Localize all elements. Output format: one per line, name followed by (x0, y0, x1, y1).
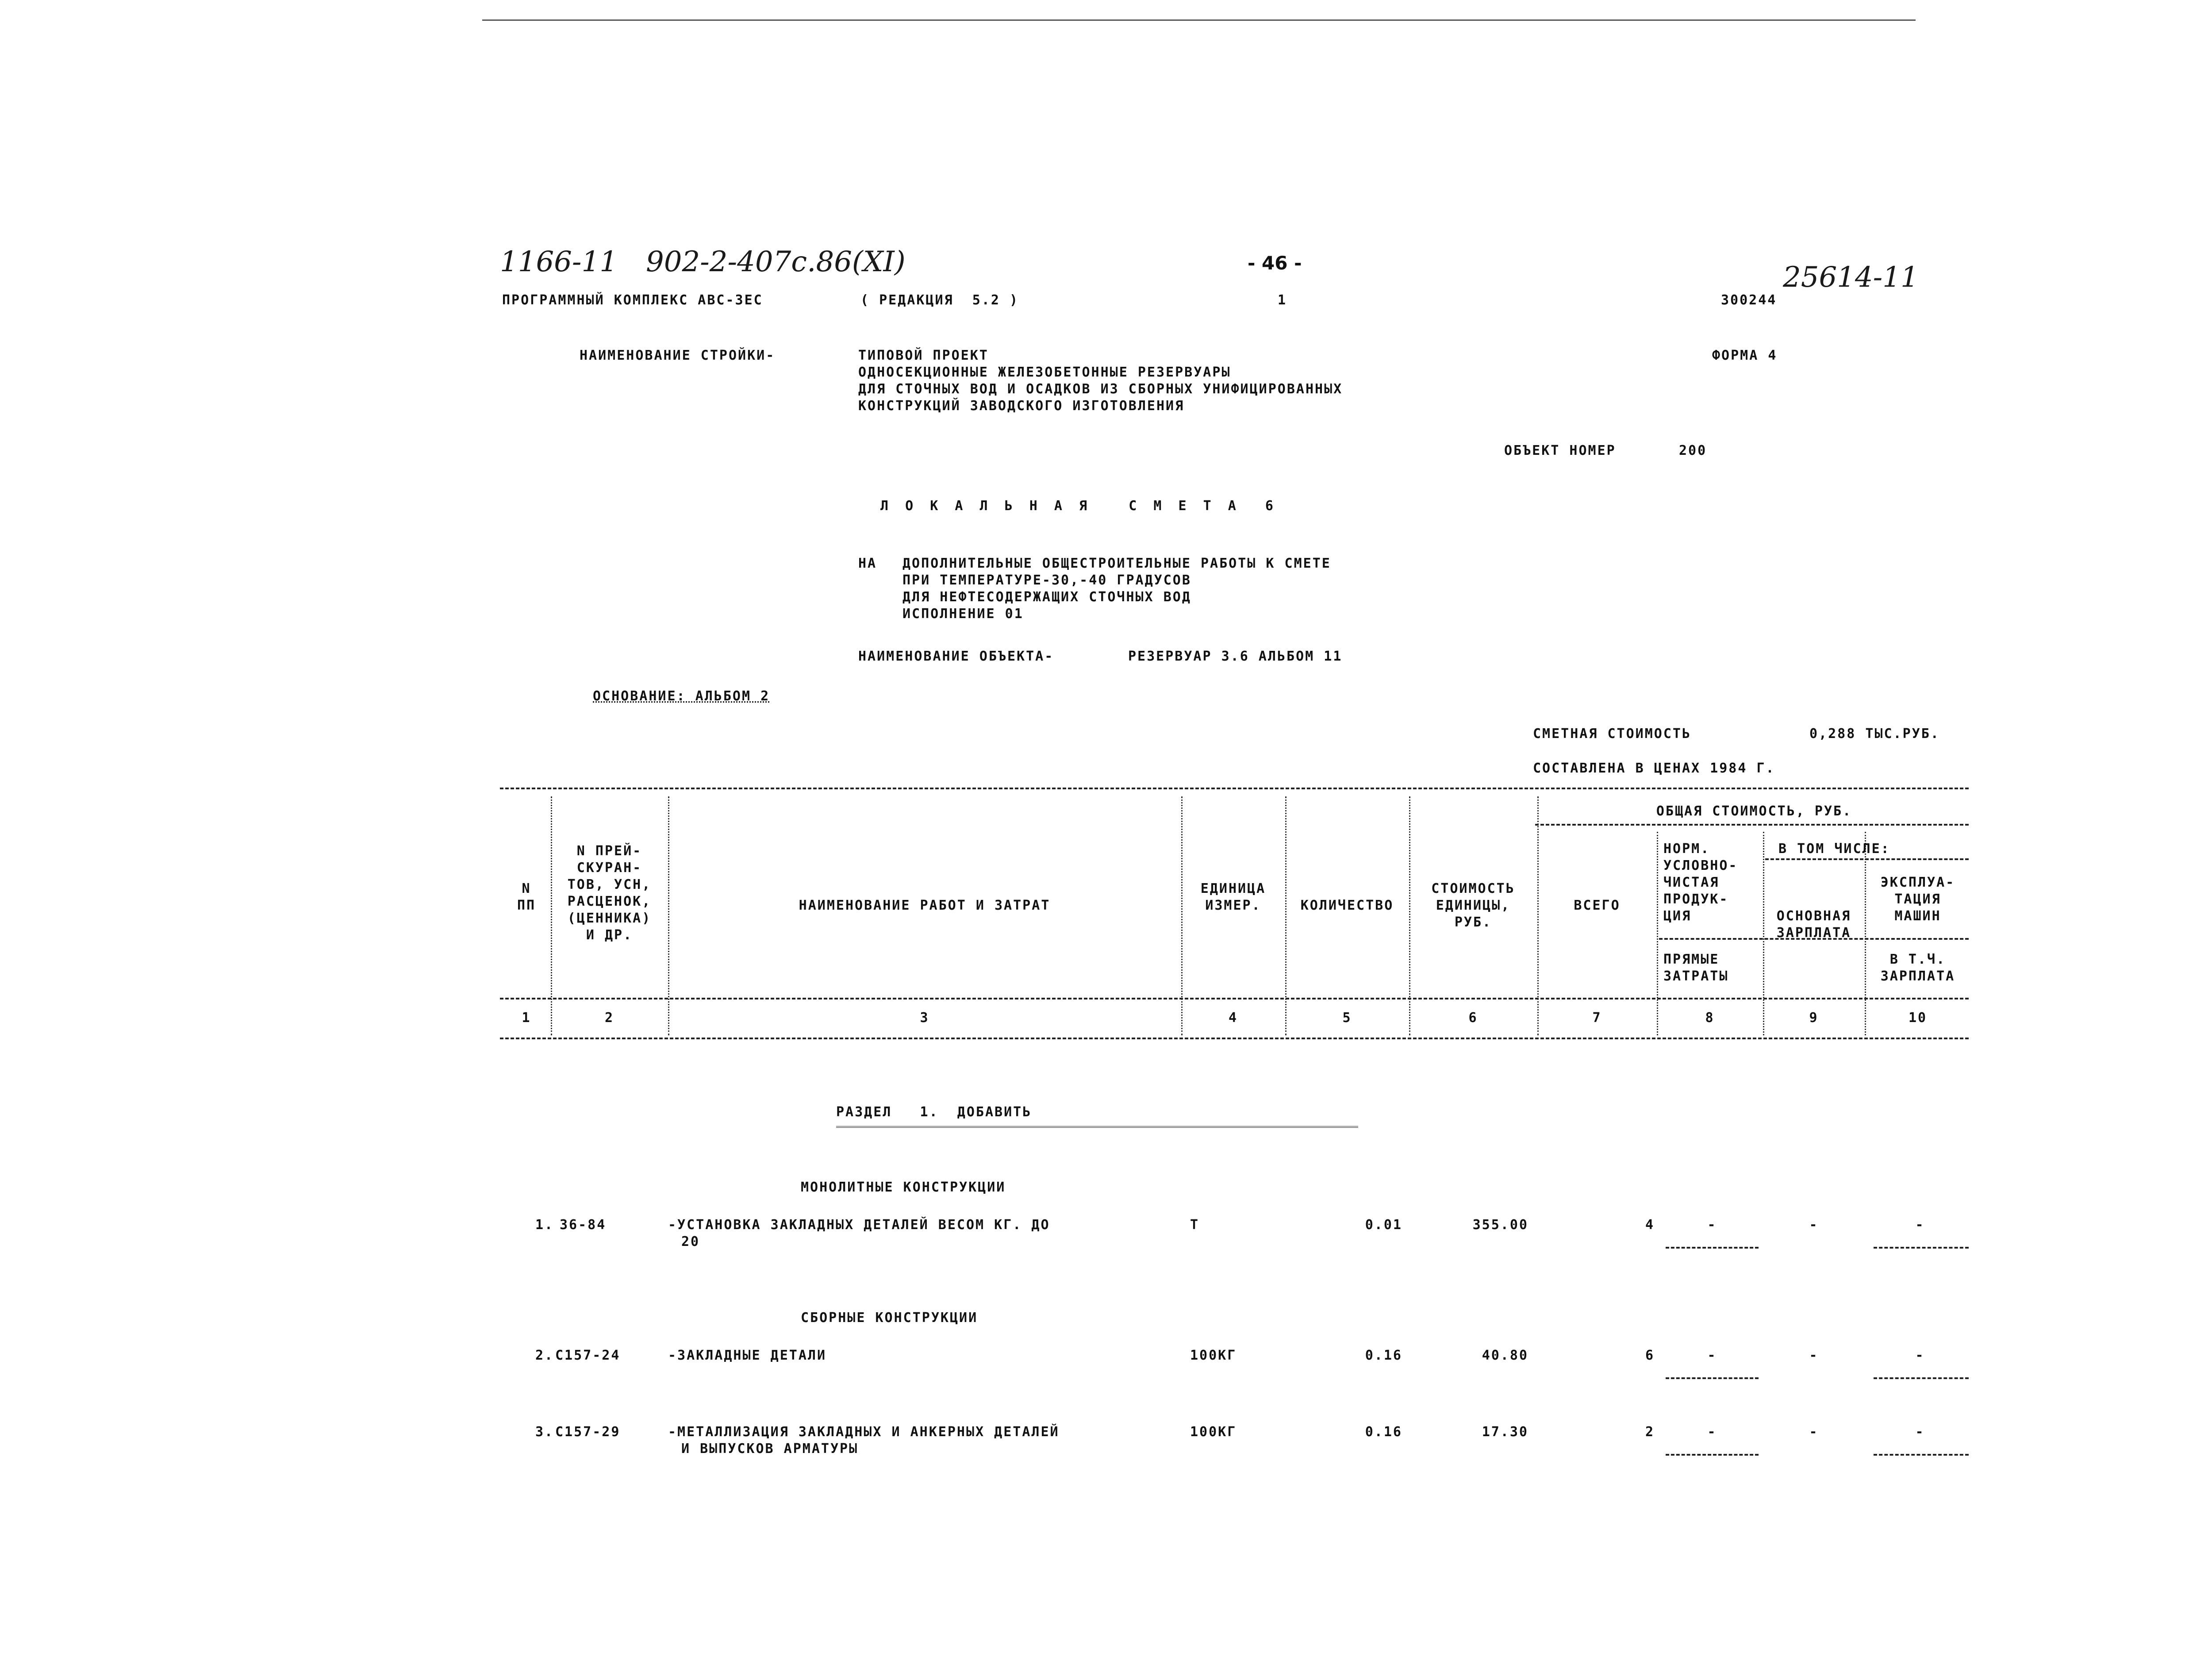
header-col-8-line-8: ЗАТРАТЫ (1663, 969, 1729, 984)
total-group-rule (1535, 824, 1969, 826)
construction-name-line-4: КОНСТРУКЦИЙ ЗАВОДСКОГО ИЗГОТОВЛЕНИЯ (858, 398, 1185, 414)
header-unit-cost-line-2: ЕДИНИЦЫ, (1436, 898, 1511, 913)
header-col-8-line-2: УСЛОВНО- (1663, 858, 1738, 873)
document-code: 300244 (1721, 292, 1777, 308)
row-3-name-cont: И ВЫПУСКОВ АРМАТУРЫ (681, 1441, 859, 1457)
page-number: - 46 - (1248, 252, 1302, 274)
col-sep-4 (1285, 796, 1286, 1035)
row-2-quantity: 0.16 (1365, 1348, 1402, 1363)
column-number-10: 10 (1908, 1010, 1928, 1026)
row-3-number: 3. (535, 1424, 554, 1440)
row-2-name: -ЗАКЛАДНЫЕ ДЕТАЛИ (668, 1348, 827, 1363)
basis: ОСНОВАНИЕ: АЛЬБОМ 2 (593, 688, 770, 704)
row-2-unit-price: 40.80 (1482, 1348, 1528, 1363)
row-3-col-9: - (1809, 1424, 1819, 1440)
row-3-quantity: 0.16 (1365, 1424, 1402, 1440)
col-sep-1 (551, 796, 552, 1035)
row-1-col-8: - (1707, 1217, 1717, 1233)
row-2-col-10: - (1915, 1348, 1925, 1363)
header-unit-cost-line-1: СТОИМОСТЬ (1431, 881, 1515, 896)
object-name-label: НАИМЕНОВАНИЕ ОБЪЕКТА- (858, 649, 1054, 664)
column-number-3: 3 (920, 1010, 929, 1026)
group-title-monolithic: МОНОЛИТНЫЕ КОНСТРУКЦИИ (801, 1180, 1006, 1195)
row-3-unit: 100КГ (1190, 1424, 1237, 1440)
row-1-col-10-rule (1874, 1247, 1969, 1249)
purpose-line-3: ДЛЯ НЕФТЕСОДЕРЖАЩИХ СТОЧНЫХ ВОД (902, 589, 1191, 605)
header-base-wage-line-2: ЗАРПЛАТА (1776, 925, 1851, 941)
program-name: ПРОГРАММНЫЙ КОМПЛЕКС АВС-3ЕС (502, 292, 763, 308)
column-number-1: 1 (522, 1010, 531, 1026)
purpose-prefix: НА (858, 556, 877, 571)
sheet-number: 1 (1278, 292, 1287, 308)
col-sep-9 (1865, 832, 1866, 1035)
row-3-col-10-rule (1874, 1454, 1969, 1456)
header-unit-line-2: ИЗМЕР. (1205, 898, 1261, 913)
row-2-col-8: - (1707, 1348, 1717, 1363)
table-top-rule (500, 788, 1969, 789)
header-machines-line-5: В Т.Ч. (1889, 952, 1946, 967)
row-2-col-8-rule (1666, 1377, 1759, 1379)
row-3-total: 2 (1645, 1424, 1655, 1440)
handwritten-right-code: 25614-11 (1783, 261, 1919, 294)
purpose-line-1: ДОПОЛНИТЕЛЬНЫЕ ОБЩЕСТРОИТЕЛЬНЫЕ РАБОТЫ К СМЕТЕ (902, 556, 1331, 571)
section-title-underline (836, 1126, 1358, 1130)
row-1-code: 36-84 (560, 1217, 607, 1233)
header-col-2-line-6: И ДР. (586, 927, 633, 943)
row-3-col-10: - (1915, 1424, 1925, 1440)
form-label: ФОРМА 4 (1712, 348, 1778, 363)
construction-name-line-2: ОДНОСЕКЦИОННЫЕ ЖЕЛЕЗОБЕТОННЫЕ РЕЗЕРВУАРЫ (858, 365, 1231, 380)
col-sep-5 (1409, 796, 1410, 1035)
estimated-cost-label: СМЕТНАЯ СТОИМОСТЬ (1533, 726, 1692, 742)
table-header-rule (500, 998, 1969, 999)
header-col-2-line-5: (ЦЕННИКА) (567, 911, 652, 926)
row-3-code: С157-29 (555, 1424, 621, 1440)
column-number-6: 6 (1468, 1010, 1478, 1026)
header-total: ВСЕГО (1574, 898, 1621, 913)
header-col-2-line-2: СКУРАН- (576, 860, 642, 876)
row-1-unit: Т (1190, 1217, 1200, 1233)
estimated-cost-value: 0,288 ТЫС.РУБ. (1809, 726, 1940, 742)
row-1-unit-price: 355.00 (1472, 1217, 1528, 1233)
row-3-unit-price: 17.30 (1482, 1424, 1528, 1440)
row-2-col-9: - (1809, 1348, 1819, 1363)
row-2-unit: 100КГ (1190, 1348, 1237, 1363)
row-3-col-8: - (1707, 1424, 1717, 1440)
header-machines-line-2: ТАЦИЯ (1894, 892, 1941, 907)
row-1-col-10: - (1915, 1217, 1925, 1233)
header-quantity: КОЛИЧЕСТВО (1300, 898, 1394, 913)
header-including: В ТОМ ЧИСЛЕ: (1778, 841, 1890, 857)
header-base-wage-line-1: ОСНОВНАЯ (1776, 908, 1851, 924)
header-col-8-line-1: НОРМ. (1663, 841, 1710, 857)
header-col-8-line-4: ПРОДУК- (1663, 892, 1729, 907)
program-edition: ( РЕДАКЦИЯ 5.2 ) (860, 292, 1019, 308)
col-sep-7 (1657, 832, 1658, 1035)
header-col-2-line-4: РАСЦЕНОК, (567, 894, 652, 909)
row-1-total: 4 (1645, 1217, 1655, 1233)
header-col-1-line-1: N (522, 881, 531, 896)
header-machines-line-1: ЭКСПЛУА- (1880, 875, 1955, 890)
header-machines-line-3: МАШИН (1894, 908, 1941, 924)
header-col-8-line-3: ЧИСТАЯ (1663, 875, 1720, 890)
column-number-4: 4 (1228, 1010, 1238, 1026)
header-col-2-line-3: ТОВ, УСН, (567, 877, 652, 892)
including-rule (1765, 858, 1969, 860)
handwritten-project-code: 902-2-407с.86(XI) (646, 246, 906, 278)
table-numbers-rule (500, 1038, 1969, 1039)
handwritten-left-code: 1166-11 (500, 246, 618, 278)
row-2-total: 6 (1645, 1348, 1655, 1363)
price-basis: СОСТАВЛЕНА В ЦЕНАХ 1984 Г. (1533, 761, 1775, 776)
row-1-col-8-rule (1666, 1247, 1759, 1249)
column-number-2: 2 (604, 1010, 614, 1026)
col-sep-2 (668, 796, 669, 1035)
header-machines-line-6: ЗАРПЛАТА (1880, 969, 1955, 984)
estimate-title: Л О К А Л Ь Н А Я С М Е Т А 6 (880, 498, 1278, 514)
group-title-prefabricated: СБОРНЫЕ КОНСТРУКЦИИ (801, 1310, 978, 1326)
row-3-name: -МЕТАЛЛИЗАЦИЯ ЗАКЛАДНЫХ И АНКЕРНЫХ ДЕТАЛЕЙ (668, 1424, 1060, 1440)
row-1-name-cont: 20 (681, 1234, 700, 1249)
top-rule (482, 19, 1916, 21)
construction-name-label: НАИМЕНОВАНИЕ СТРОЙКИ- (580, 348, 776, 363)
section-title: РАЗДЕЛ 1. ДОБАВИТЬ (836, 1104, 1032, 1120)
column-number-7: 7 (1592, 1010, 1602, 1026)
col-sep-6 (1537, 796, 1539, 1035)
purpose-line-2: ПРИ ТЕМПЕРАТУРЕ-30,-40 ГРАДУСОВ (902, 573, 1191, 588)
object-number: 200 (1679, 443, 1707, 458)
construction-name-line-3: ДЛЯ СТОЧНЫХ ВОД И ОСАДКОВ ИЗ СБОРНЫХ УНИФИЦИРОВАННЫХ (858, 381, 1343, 397)
column-number-9: 9 (1809, 1010, 1819, 1026)
row-2-col-10-rule (1874, 1377, 1969, 1379)
col-sep-3 (1181, 796, 1183, 1035)
row-1-number: 1. (535, 1217, 554, 1233)
construction-name-line-1: ТИПОВОЙ ПРОЕКТ (858, 348, 989, 363)
header-col-8-line-7: ПРЯМЫЕ (1663, 952, 1720, 967)
purpose-line-4: ИСПОЛНЕНИЕ 01 (902, 606, 1024, 622)
header-work-name: НАИМЕНОВАНИЕ РАБОТ И ЗАТРАТ (799, 898, 1051, 913)
row-1-quantity: 0.01 (1365, 1217, 1402, 1233)
column-number-5: 5 (1342, 1010, 1352, 1026)
col-sep-8 (1763, 832, 1764, 1035)
row-2-number: 2. (535, 1348, 554, 1363)
header-unit-cost-line-3: РУБ. (1454, 915, 1492, 930)
header-total-group: ОБЩАЯ СТОИМОСТЬ, РУБ. (1656, 803, 1852, 819)
header-col-8-line-5: ЦИЯ (1663, 908, 1692, 924)
object-name: РЕЗЕРВУАР 3.6 АЛЬБОМ 11 (1128, 649, 1343, 664)
row-3-col-8-rule (1666, 1454, 1759, 1456)
header-col-2-line-1: N ПРЕЙ- (576, 843, 642, 859)
header-col-1-line-2: ПП (517, 898, 536, 913)
header-unit-line-1: ЕДИНИЦА (1200, 881, 1266, 896)
object-number-label: ОБЪЕКТ НОМЕР (1504, 443, 1616, 458)
row-1-name: -УСТАНОВКА ЗАКЛАДНЫХ ДЕТАЛЕЙ ВЕСОМ КГ. ДО (668, 1217, 1050, 1233)
column-number-8: 8 (1705, 1010, 1715, 1026)
row-2-code: С157-24 (555, 1348, 621, 1363)
row-1-col-9: - (1809, 1217, 1819, 1233)
